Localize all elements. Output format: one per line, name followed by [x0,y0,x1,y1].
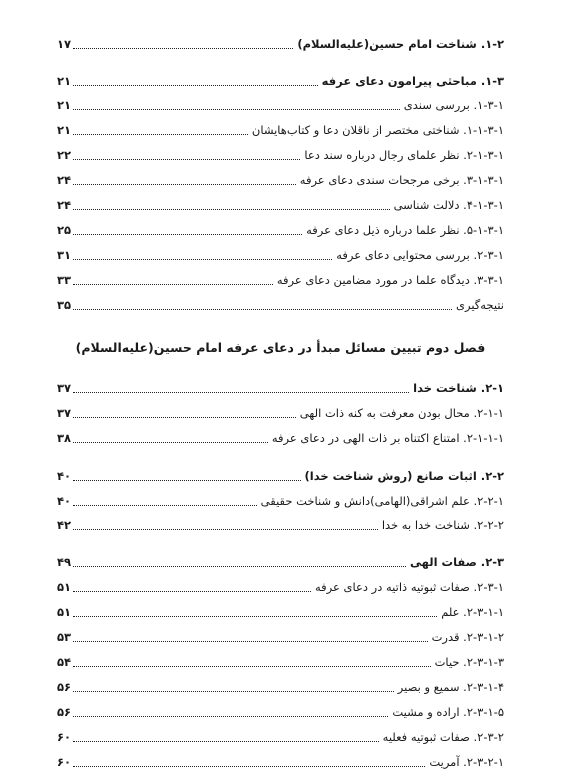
toc-entry [57,94,504,116]
toc-entry-page-number: ۴۰ [57,469,72,483]
toc-entry [57,465,504,487]
toc-entry-page-number: ۲۲ [57,148,72,162]
toc-entry-title: ۱-۲. شناخت امام حسین(علیه‌السلام) [297,37,504,51]
toc-entry-title: ۱-۳. مباحثی پیرامون دعای عرفه [321,74,504,88]
toc-entry-title: ۲-۱-۱. محال بودن معرفت به کنه ذات الهی [299,406,504,420]
toc-entry-page-number: ۳۸ [57,431,72,445]
toc-entry-title: ۲-۳-۱. بررسی محتوایی دعای عرفه [336,248,504,262]
toc-entry-page-number: ۲۱ [57,98,72,112]
toc-entry-page-number: ۵۴ [57,655,72,669]
dot-leader [73,48,293,49]
toc-entry [57,514,504,536]
toc-entry-title: ۱-۳-۱. بررسی سندی [403,98,504,112]
toc-entry [57,377,504,399]
toc-entry-title: ۲-۳-۱-۱. علم [441,605,504,619]
dot-leader [73,259,332,260]
toc-entry [57,490,504,512]
toc-entry [57,651,504,673]
toc-entry-title: ۱-۱-۳-۱. شناختی مختصر از ناقلان دعا و کتاب‌هایشان [251,123,504,137]
toc-entry-page-number: ۱۷ [57,37,72,51]
toc-entry-title: ۲-۱-۳-۱. نظر علمای رجال درباره سند دعا [304,148,504,162]
toc-entry [57,169,504,191]
dot-leader [73,716,388,717]
toc-entry [57,294,504,316]
dot-leader [73,134,248,135]
toc-entry [57,33,504,55]
toc-entry-page-number: ۴۹ [57,555,72,569]
dot-leader [73,616,437,617]
toc-entry-page-number: ۵۶ [57,705,72,719]
toc-entry-title: ۲-۳-۱. صفات ثبوتیه ذاتیه در دعای عرفه [315,580,504,594]
toc-entry-title: ۲-۲-۱. علم اشراقی(الهامی)دانش و شناخت حقیقی [260,494,504,508]
dot-leader [73,109,400,110]
toc-entry-title: ۲-۱. شناخت خدا [413,381,504,395]
toc-entry [57,269,504,291]
toc-entry-title: ۳-۱-۳-۱. برخی مرجحات سندی دعای عرفه [299,173,504,187]
toc-entry-title: ۲-۳-۱-۵. اراده و مشیت [392,705,504,719]
toc-entry-title: ۲-۳-۱-۳. حیات [434,655,504,669]
toc-entry-page-number: ۵۱ [57,605,72,619]
toc-entry-title: نتیجه‌گیری [455,298,504,312]
toc-entry-title: ۲-۲-۲. شناخت خدا به خدا [381,518,504,532]
toc-entry-title: ۲-۳-۱-۲. قدرت [431,630,504,644]
toc-entry [57,676,504,698]
dot-leader [73,666,431,667]
dot-leader [73,234,302,235]
dot-leader [73,766,425,767]
dot-leader [73,505,257,506]
toc-entry [57,751,504,773]
toc-entry [57,70,504,92]
toc-entry-title: ۲-۳. صفات الهی [410,555,504,569]
toc-entry [57,601,504,623]
toc-entry-page-number: ۲۴ [57,198,72,212]
toc-entry-title: ۳-۳-۱. دیدگاه علما در مورد مضامین دعای عرفه [276,273,504,287]
dot-leader [73,417,296,418]
dot-leader [73,309,452,310]
dot-leader [73,392,409,393]
toc-entry-title: ۵-۱-۳-۱. نظر علما درباره ذیل دعای عرفه [306,223,504,237]
dot-leader [73,480,301,481]
toc-entry [57,701,504,723]
dot-leader [73,641,428,642]
dot-leader [73,529,378,530]
dot-leader [73,741,379,742]
toc-entry [57,119,504,141]
toc-entry [57,551,504,573]
dot-leader [73,209,390,210]
toc-entry-page-number: ۵۶ [57,680,72,694]
toc-entry [57,219,504,241]
toc-entry-page-number: ۲۵ [57,223,72,237]
toc-entry-title: ۲-۱-۱-۱. امتناع اکتناه بر ذات الهی در دعای عرفه [271,431,504,445]
dot-leader [73,184,296,185]
toc-entry-page-number: ۳۱ [57,248,72,262]
toc-entry-page-number: ۳۷ [57,381,72,395]
dot-leader [73,85,318,86]
toc-entry [57,144,504,166]
toc-entry [57,194,504,216]
toc-entry [57,427,504,449]
toc-entry-page-number: ۶۰ [57,755,72,769]
toc-entry-title: ۲-۳-۱-۴. سمیع و بصیر [397,680,504,694]
toc-entry-title: ۲-۳-۲. صفات ثبوتیه فعلیه [382,730,504,744]
toc-entry-page-number: ۳۳ [57,273,72,287]
toc-entry-title: ۲-۳-۲-۱. آمریت [429,755,504,769]
toc-entry-title: ۲-۲. اثبات صانع (روش شناخت خدا) [304,469,504,483]
dot-leader [73,591,311,592]
toc-entry-page-number: ۵۱ [57,580,72,594]
toc-entry-page-number: ۳۵ [57,298,72,312]
toc-entry [57,244,504,266]
dot-leader [73,284,273,285]
toc-entry-page-number: ۶۰ [57,730,72,744]
toc-entry-page-number: ۳۷ [57,406,72,420]
toc-entry-page-number: ۲۴ [57,173,72,187]
toc-entry-page-number: ۵۳ [57,630,72,644]
toc-entry [57,576,504,598]
toc-entry-page-number: ۴۲ [57,518,72,532]
chapter-heading: فصل دوم تبیین مسائل مبدأ در دعای عرفه امام حسین(علیه‌السلام) [75,340,486,355]
toc-entry [57,726,504,748]
toc-entry [57,402,504,424]
dot-leader [73,691,394,692]
dot-leader [73,159,300,160]
dot-leader [73,566,406,567]
toc-entry-page-number: ۴۰ [57,494,72,508]
dot-leader [73,442,268,443]
toc-entry-title: ۴-۱-۳-۱. دلالت شناسی [393,198,504,212]
toc-entry [57,626,504,648]
toc-entry-page-number: ۲۱ [57,74,72,88]
toc-entry-page-number: ۲۱ [57,123,72,137]
